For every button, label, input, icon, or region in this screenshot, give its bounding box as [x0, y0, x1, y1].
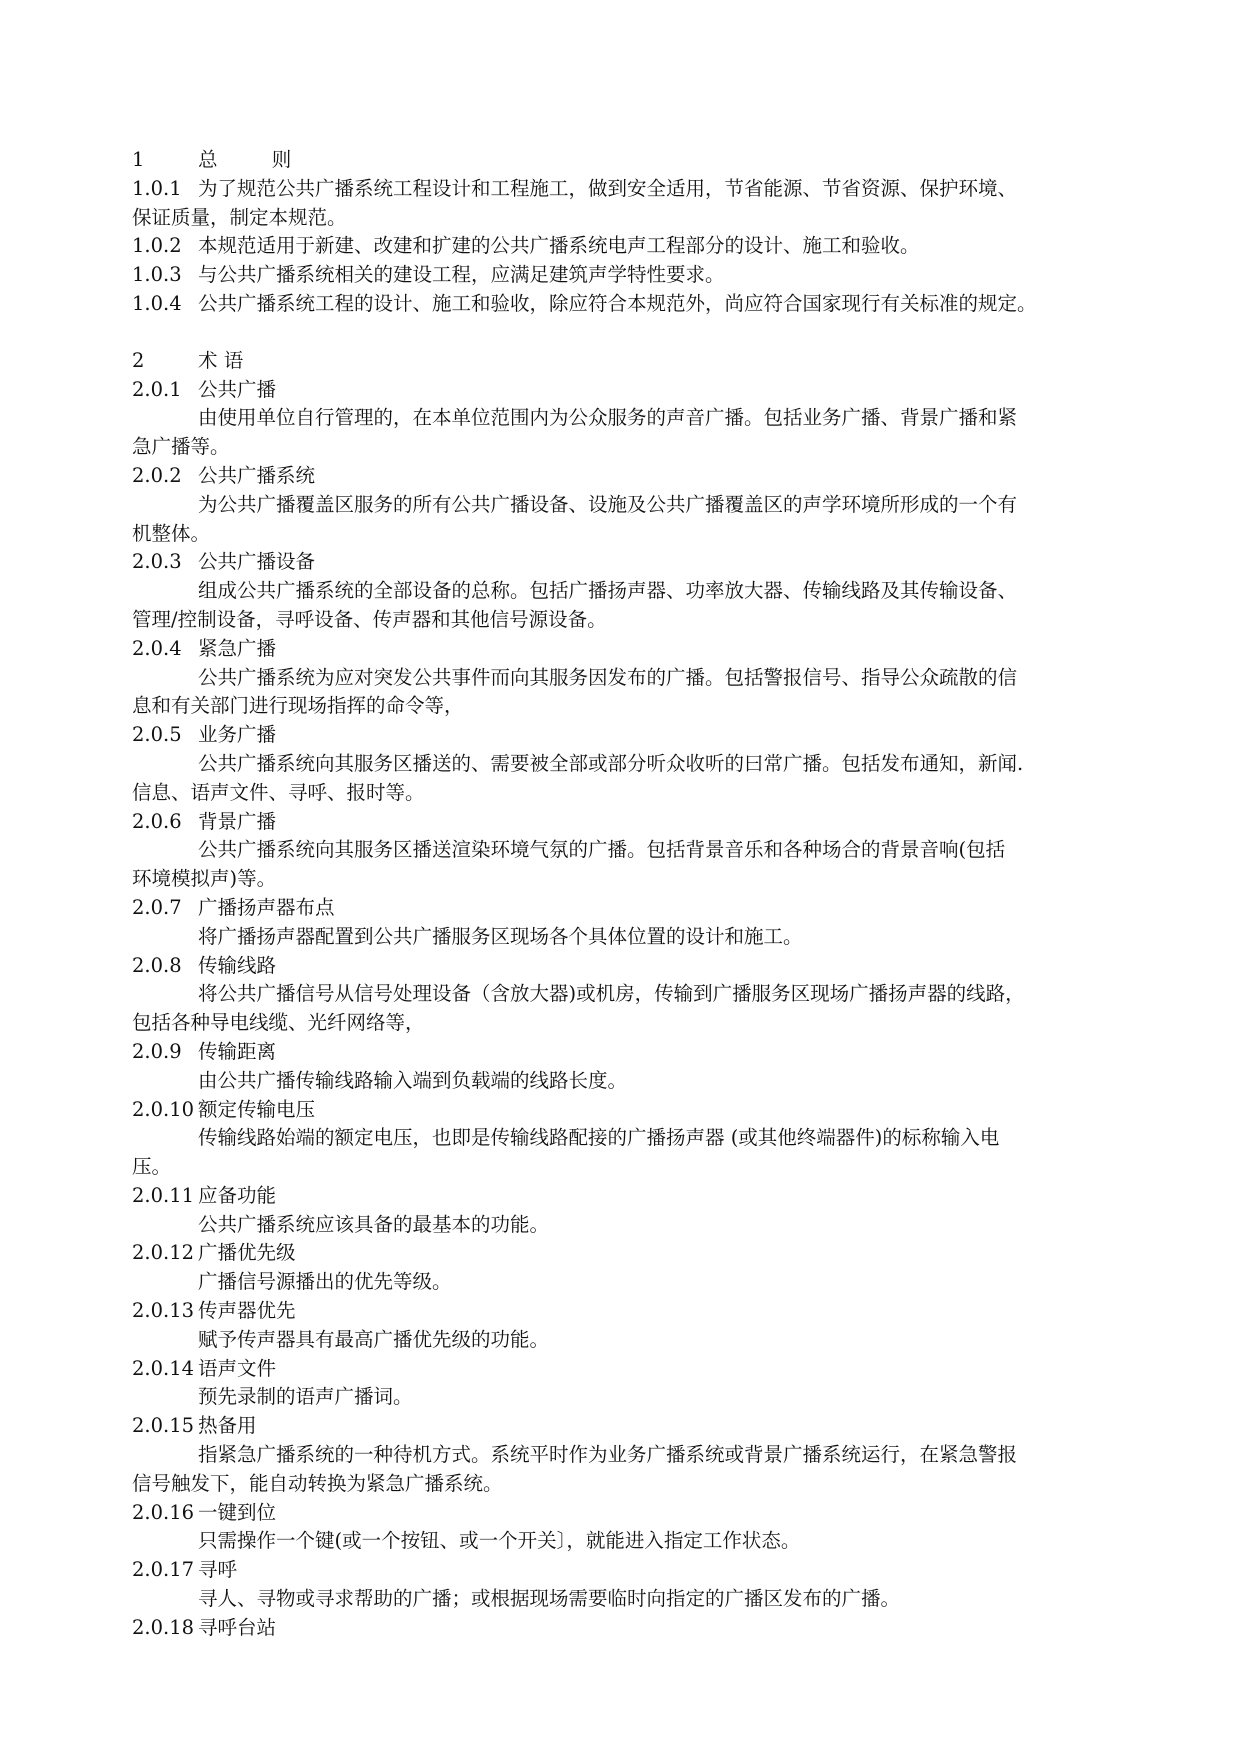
chapter-number: 1	[132, 148, 145, 171]
document-body	[132, 146, 1122, 1643]
clause-number: 1.0.2	[132, 234, 182, 258]
clause-number: 1.0.3	[132, 263, 182, 287]
term-number: 2.0.14	[132, 1356, 195, 1380]
term-heading	[132, 1297, 1122, 1326]
term-number: 2.0.8	[132, 953, 182, 977]
term-word: 公共广播系统	[198, 463, 316, 487]
term-number: 2.0.6	[132, 809, 182, 833]
term-heading	[132, 1412, 1122, 1441]
term-definition-continuation: 管理/控制设备，寻呼设备、传声器和其他信号源设备。	[132, 607, 607, 631]
term-definition: 指紧急广播系统的一种待机方式。系统平时作为业务广播系统或背景广播系统运行，在紧急警报	[198, 1443, 1018, 1467]
term-definition: 赋予传声器具有最高广播优先级的功能。	[198, 1327, 550, 1351]
term-number: 2.0.9	[132, 1039, 182, 1063]
term-heading	[132, 376, 1122, 405]
clause-continuation: 保证质量，制定本规范。	[132, 205, 347, 229]
chapter-title: 术 语	[198, 348, 244, 372]
term-number: 2.0.12	[132, 1241, 195, 1265]
term-word: 业务广播	[198, 723, 277, 747]
term-definition: 将广播扬声器配置到公共广播服务区现场各个具体位置的设计和施工。	[198, 924, 803, 948]
term-number: 2.0.7	[132, 895, 182, 919]
term-word: 传声器优先	[198, 1299, 296, 1323]
term-word: 公共广播设备	[198, 550, 316, 574]
term-definition: 传输线路始端的额定电压，也即是传输线路配接的广播扬声器 (或其他终端器件)的标称输入电	[198, 1126, 1000, 1150]
term-heading	[132, 1614, 1122, 1643]
term-definition-continuation: 信号触发下，能自动转换为紧急广播系统。	[132, 1471, 503, 1495]
term-definition: 预先录制的语声广播词。	[198, 1385, 413, 1409]
chapter-2-terms	[132, 376, 1122, 1643]
clause-text: 本规范适用于新建、改建和扩建的公共广播系统电声工程部分的设计、施工和验收。	[198, 234, 920, 258]
term-number: 2.0.10	[132, 1097, 195, 1121]
term-word: 紧急广播	[198, 636, 277, 660]
clause	[132, 290, 1122, 319]
clause-number: 1.0.1	[132, 176, 182, 200]
term-word: 一键到位	[198, 1500, 277, 1524]
section-gap	[132, 319, 1122, 347]
term-word: 热备用	[198, 1414, 257, 1438]
term-definition: 广播信号源播出的优先等级。	[198, 1270, 452, 1294]
term-definition: 公共广播系统应该具备的最基本的功能。	[198, 1212, 550, 1236]
term-definition: 只需操作一个键(或一个按钮、或一个开关〕，就能进入指定工作状态。	[198, 1529, 801, 1553]
term-word: 寻呼台站	[198, 1615, 277, 1639]
term-definition-continuation: 机整体。	[132, 521, 211, 545]
term-definition-continuation: 信息、语声文件、寻呼、报时等。	[132, 780, 425, 804]
term-number: 2.0.11	[132, 1183, 195, 1207]
term-word: 寻呼	[198, 1558, 238, 1582]
term-definition: 组成公共广播系统的全部设备的总称。包括广播扬声器、功率放大器、传输线路及其传输设备、	[198, 579, 1018, 603]
term-word: 语声文件	[198, 1356, 277, 1380]
clause	[132, 175, 1122, 204]
term-definition: 公共广播系统为应对突发公共事件而向其服务因发布的广播。包括警报信号、指导公众疏散的信	[198, 665, 1018, 689]
term-definition-continuation: 息和有关部门进行现场指挥的命令等，	[132, 694, 464, 718]
term-heading	[132, 1239, 1122, 1268]
chapter-2-heading	[132, 347, 1122, 376]
term-heading	[132, 1182, 1122, 1211]
term-number: 2.0.15	[132, 1414, 195, 1438]
term-definition: 公共广播系统向其服务区播送渲染环境气氛的广播。包括背景音乐和各种场合的背景音响(包括	[198, 838, 1006, 862]
clause	[132, 232, 1122, 261]
term-definition-continuation: 环境模拟声)等。	[132, 867, 277, 891]
term-word: 额定传输电压	[198, 1097, 316, 1121]
term-heading	[132, 952, 1122, 981]
term-heading	[132, 1556, 1122, 1585]
term-word: 广播优先级	[198, 1241, 296, 1265]
clause-text: 公共广播系统工程的设计、施工和验收，除应符合本规范外，尚应符合国家现行有关标准的规定。	[198, 291, 1037, 315]
term-heading	[132, 1355, 1122, 1384]
term-number: 2.0.4	[132, 636, 182, 660]
term-definition-continuation: 急广播等。	[132, 435, 230, 459]
term-word: 应备功能	[198, 1183, 277, 1207]
term-definition: 寻人、寻物或寻求帮助的广播；或根据现场需要临时向指定的广播区发布的广播。	[198, 1587, 901, 1611]
term-number: 2.0.18	[132, 1615, 195, 1639]
chapter-number: 2	[132, 348, 145, 372]
term-word: 传输距离	[198, 1039, 277, 1063]
term-number: 2.0.3	[132, 550, 182, 574]
chapter-title: 总 则	[198, 148, 316, 171]
clause-number: 1.0.4	[132, 291, 182, 315]
term-number: 2.0.1	[132, 377, 182, 401]
term-definition: 由公共广播传输线路输入端到负载端的线路长度。	[198, 1068, 628, 1092]
term-word: 公共广播	[198, 377, 277, 401]
term-number: 2.0.13	[132, 1299, 195, 1323]
term-heading	[132, 1096, 1122, 1125]
term-definition: 将公共广播信号从信号处理设备（含放大器)或机房，传输到广播服务区现场广播扬声器的线路，	[198, 982, 1025, 1006]
term-word: 传输线路	[198, 953, 277, 977]
term-heading	[132, 548, 1122, 577]
term-number: 2.0.16	[132, 1500, 195, 1524]
clause-text: 为了规范公共广播系统工程设计和工程施工，做到安全适用，节省能源、节省资源、保护环境、	[198, 176, 1018, 200]
term-heading	[132, 635, 1122, 664]
term-heading	[132, 808, 1122, 837]
term-heading	[132, 1038, 1122, 1067]
term-number: 2.0.2	[132, 463, 182, 487]
term-definition: 为公共广播覆盖区服务的所有公共广播设备、设施及公共广播覆盖区的声学环境所形成的一个有	[198, 492, 1018, 516]
term-definition: 公共广播系统向其服务区播送的、需要被全部或部分听众收听的曰常广播。包括发布通知，新闻.	[198, 751, 1024, 775]
term-definition-continuation: 包括各种导电线缆、光纤网络等，	[132, 1011, 425, 1035]
term-heading	[132, 462, 1122, 491]
clause	[132, 261, 1122, 290]
term-word: 背景广播	[198, 809, 277, 833]
term-number: 2.0.17	[132, 1558, 195, 1582]
term-heading	[132, 721, 1122, 750]
chapter-1-heading	[132, 146, 1122, 175]
term-definition: 由使用单位自行管理的，在本单位范围内为公众服务的声音广播。包括业务广播、背景广播和紧	[198, 406, 1018, 430]
term-word: 广播扬声器布点	[198, 895, 335, 919]
chapter-1-clauses	[132, 175, 1122, 319]
clause-text: 与公共广播系统相关的建设工程，应满足建筑声学特性要求。	[198, 263, 725, 287]
term-heading	[132, 1499, 1122, 1528]
term-definition-continuation: 压。	[132, 1155, 172, 1179]
term-heading	[132, 894, 1122, 923]
term-number: 2.0.5	[132, 723, 182, 747]
